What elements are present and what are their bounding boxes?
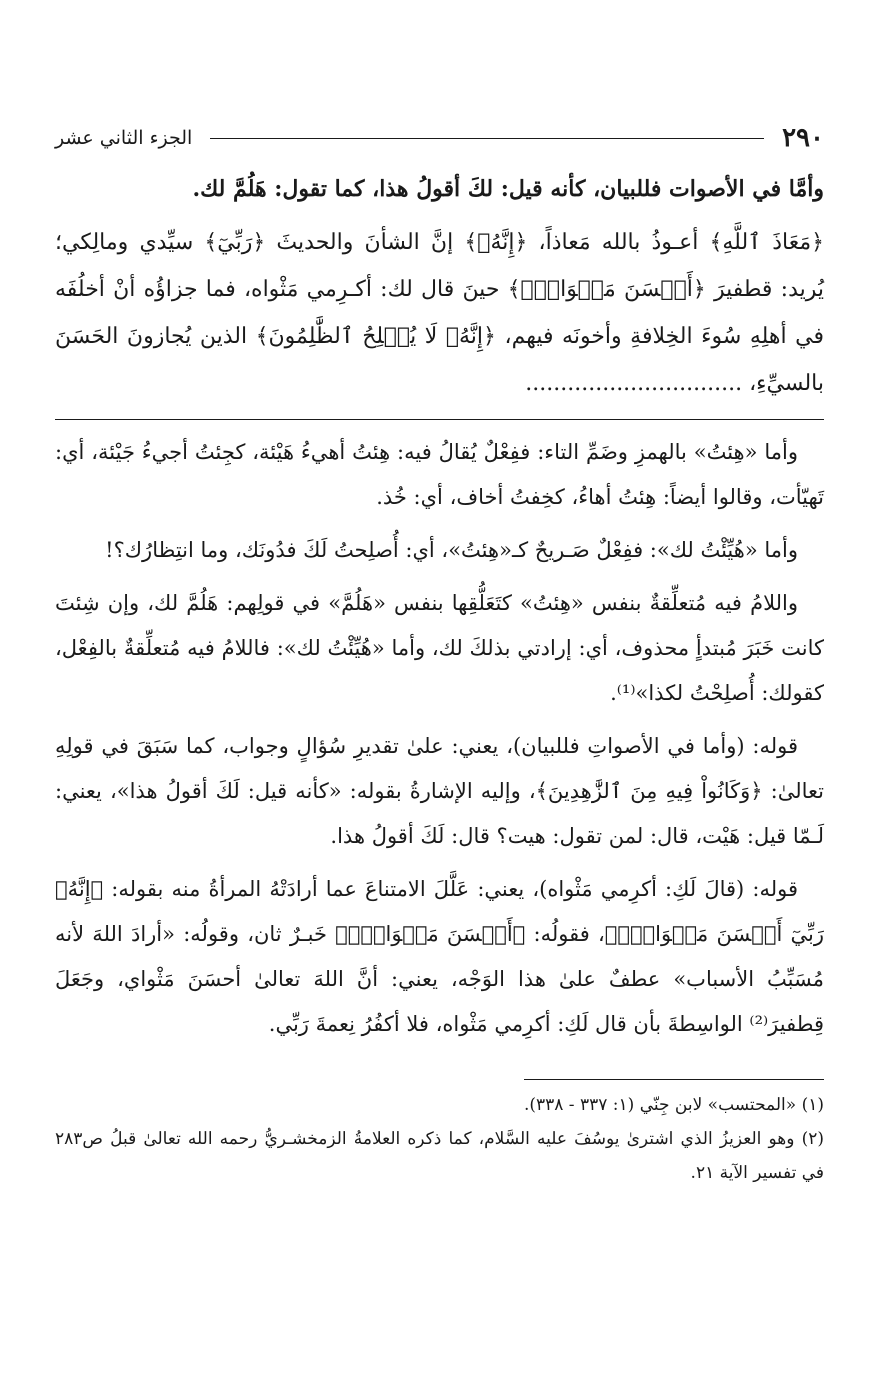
footnotes <box>55 1088 824 1190</box>
commentary-paragraph: وأما «هِئتُ» بالهمزِ وضَمِّ التاء: ففِعْلٌ يُقالُ فيه: هِئتُ أهيءُ هَيْئة، كجِئتُ أجيءُ جَيْئة، أي: تَهيّأت، وقالوا أيضاً: هِئتُ أهاءُ، كخِفتُ أخاف، أي: خُذ. <box>55 440 824 509</box>
text-divider <box>55 419 824 420</box>
commentary-paragraph: واللامُ فيه مُتعلِّقةٌ بنفس «هِئتُ» كتَعَلُّقِها بنفس «هَلُمَّ» في قولِهم: هَلُمَّ لك، وإن شِئتَ كانت خَبَرَ مُبتدأٍ محذوف، أي: إرادتي بذلكَ لك، وأما «هُيِّئْتُ لك»: فاللامُ فيه مُتعلِّقةٌ بالفِعْل، كقولك: أُصلِحْتُ لكذا»⁽¹⁾. <box>55 591 824 705</box>
header-rule <box>210 138 764 139</box>
commentary-paragraph: قوله: (وأما في الأصواتِ فللبيان)، يعني: علىٰ تقديرِ سُؤالٍ وجواب، كما سَبَقَ في قولِهِ تعالىٰ: ﴿وَكَانُواْ فِيهِ مِنَ ٱلزَّٰهِدِينَ﴾، وإليه الإشارةُ بقوله: «كأنه قيل: لَكَ أقولُ هذا»، يعني: لَـمّا قيل: هَيْت، قال: لمن تقول: هيت؟ قال: لَكَ أقولُ هذا. <box>55 734 824 848</box>
page-number: ٢٩٠ <box>782 123 824 153</box>
commentary-paragraph: قوله: (قالَ لَكِ: أكرِمي مَثْواه)، يعني: عَلَّلَ الامتناعَ عما أرادَتْهُ المرأةُ منه بقوله: ﴿إِنَّهُۥ رَبِّيٓ أَحۡسَنَ مَثۡوَايَۖ﴾، فقولُه: ﴿أَحۡسَنَ مَثۡوَايَۖ﴾ خَبـرٌ ثان، وقولُه: «أرادَ اللهَ لأنه مُسَبِّبُ الأسباب» عطفٌ علىٰ هذا الوَجْه، يعني: أنَّ اللهَ تعالىٰ أحسَنَ مَثْواي، وجَعَلَ قِطفيرَ⁽²⁾ الواسِطةَ بأن قال لَكِ: أكرِمي مَثْواه، فلا أكفُرُ نِعمةَ رَبِّي. <box>55 877 824 1036</box>
page-header <box>55 118 824 158</box>
main-text <box>55 166 824 407</box>
footnote-divider <box>524 1079 824 1080</box>
commentary <box>55 430 824 1047</box>
part-title: الجزء الثاني عشر <box>55 127 193 149</box>
commentary-paragraph: وأما «هُيِّئْتُ لك»: ففِعْلٌ صَـريحٌ كـ«هِئتُ»، أي: أُصلِحتُ لَكَ فدُونَك، وما انتِظارُك؟! <box>105 538 798 562</box>
footnote: (١) «المحتسب» لابن جِنّي (١: ٣٣٧ - ٣٣٨). <box>523 1095 824 1115</box>
main-paragraph: وأمَّا في الأصوات فللبيان، كأنه قيل: لكَ أقولُ هذا، كما تقول: هَلُمَّ لك. <box>192 176 824 202</box>
footnote: (٢) وهو العزيزُ الذي اشترىٰ يوسُفَ عليه السَّلام، كما ذكره العلامةُ الزمخشـريُّ رحمه الله تعالىٰ قبلُ ص٢٨٣ في تفسير الآية ٢١. <box>55 1129 824 1183</box>
main-paragraph: ﴿مَعَاذَ ٱللَّهِ﴾ أعـوذُ بالله مَعاذاً، ﴿إِنَّهُۥ﴾ إنَّ الشأنَ والحديثَ ﴿رَبِّيٓ﴾ سيِّدي ومالِكي؛ يُريد: قطفيرَ ﴿أَحۡسَنَ مَثۡوَايَۖ﴾ حينَ قال لك: أكـرِمي مَثْواه، فما جزاؤُه أنْ أخلُفَه في أهلِهِ سُوءَ الخِلافةِ وأخونَه فيهم، ﴿إِنَّهُۥ لَا يُفۡلِحُ ٱلظَّٰلِمُونَ﴾ الذين يُجازونَ الحَسَنَ بالسيِّءِ، ............................... <box>55 230 824 396</box>
book-page <box>55 118 824 1337</box>
